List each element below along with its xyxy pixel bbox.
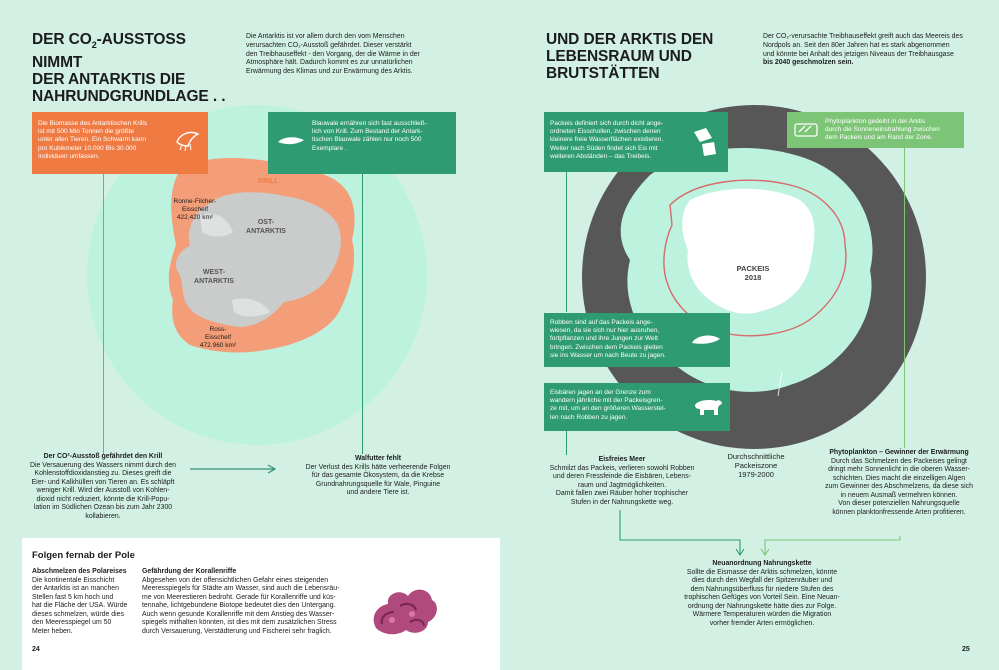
phyto-connector [904, 148, 905, 448]
ross-label: Ross- Eisschelf 472.960 km² [199, 326, 237, 349]
ronne-label: Ronne-Filcher- Eisschelf 422.420 km² [173, 198, 217, 221]
left-intro: Die Antarktis ist vor allem durch den vom Menschen verursachten CO₂-Ausstoß gefährdet. Dieser verstärkt den Treibhauseffekt - den Vorgang, der die Wärme in der Atmosphäre hält. Dadurch kommt es zur unnatürlichen Erwärmung des Klimas und zur Erwärmung des Arktis. [246, 33, 420, 76]
page-number-left: 24 [32, 646, 40, 653]
packeis-connector [566, 172, 567, 312]
packeis-map-label: PACKEIS 2018 [736, 264, 770, 282]
polar-bear-icon [692, 395, 724, 417]
robben-box: Robben sind auf das Packeis ange- wiesen, da sie sich nur hier ausruhen, fortpflanzen und ihre Jungen zur Welt bringen. Zwischen dem Packeis gleiten sie ins Wasser um nach Beute zu jagen. [544, 313, 730, 367]
phyto-gain-text: Phytoplankton – Gewinner der Erwärmung Durch das Schmelzen des Packeises gelingt dringt mehr Sonnenlicht in die oberen Wasser- schichten. Dies macht die einzelligen Algen zum Gewinner des Abschmelzens, da diese sich in neuem Ausmaß vermehren können. Von dieser potenziellen Nahrungsquelle können planktonfressende Arten profitieren. [825, 449, 973, 516]
packeiszone-label: Durchschnittliche Packeiszone 1979-2000 [727, 452, 785, 479]
coral-icon [366, 578, 442, 640]
ost-antarktis-label: OST- ANTARKTIS [246, 219, 286, 235]
arrow-icon [190, 464, 280, 474]
phyto-box: Phytoplankton gedeiht in der Arktis durch die Sonneneinstrahlung zwischen dem Packeis und am Rand der Zone. [787, 112, 964, 148]
polar-ice-text: Abschmelzen des Polareises Die kontinentale Eisschicht der Antarktis ist an manchen Stellen fast 5 km hoch und hat die Fläche der USA. Würde dieses schmelzen, würde dies den Meeresspiegel um 50 Meter heben. [32, 568, 128, 635]
phytoplankton-icon [793, 120, 819, 140]
krill-connector [103, 174, 104, 454]
bottom-panel [22, 538, 500, 670]
krill-icon [174, 126, 202, 152]
ice-floe-icon [690, 124, 720, 158]
krill-box: Die Biomasse des Antarktischen Krills ist mit 500 Mio Tonnen die größte unter allen Tieren. Ein Schwarm kann pro Kubikmeter 10.000 Bis 30.000 Individuen umfassen. [32, 112, 208, 174]
whale-food-text: Walfutter fehlt Der Verlust des Krills hätte verheerende Folgen für das gesamte Ökosystem, da die Krebse Grundnahrungsquelle für Wale, Pinguine und andere Tiere ist. [305, 455, 451, 496]
coral-text: Gefährdung der Korallenriffe Abgesehen von der offensichtlichen Gefahr eines steigenden Meeresspiegels für Städte am Wasser, sind auch die Lebensräu- me von Meerestieren bedroht. Gerade für Korallenriffe und küs- tennahe, lichtgebundene Biotope bedeutet dies den Untergang. Auch wenn gesunde Korallenriffe mit dem Anstieg des Wasser- spiegels mithalten könnten, ist dies mit dem zusätzlichen Stress durch Versauerung, Verstädterung und Fischerei sehr fraglich. [142, 568, 340, 635]
krill-map-label: KRILL [258, 178, 279, 185]
bottom-heading: Folgen fernab der Pole [32, 550, 135, 561]
page-number-right: 25 [962, 646, 970, 653]
krill-danger-text: Der CO²-Ausstoß gefährdet den Krill Die Versauerung des Wassers nimmt durch den Kohlenstoffdioxidanstieg zu. Dieses greift die Eier- und Kalkhüllen von Tieren an. Es schläpft weniger Krill. Wird der Ausstoß von Kohlen- dioxid nicht reduziert, könnte die Krill-Popu- lation im Südlichen Ozean bis zum Jahr 2300 kollabieren. [29, 453, 177, 520]
whale-box: Blauwale ernähren sich fast ausschließ- lich von Krill. Zum Bestand der Antark- tischen Blauwale zählen nur noch 500 Exemplare . [268, 112, 456, 174]
right-intro: Der CO₂-verursachte Treibhauseffekt greift auch das Meereis des Nordpols an. Seit den 80er Jahren hat es stark abgenommen und könnte bei Anhalt des jetzigen Niveaus der Treibhausgase bis 2040 geschmolzen sein. [763, 33, 963, 67]
packeis-box: Packeis definiert sich durch dicht ange- ordneten Eisschollen, zwischen denen kleinere freie Wasserflächen existieren. Weiter nach Süden findet sich Eis mit weiteren Abständen – das Treibeis. [544, 112, 728, 172]
eisbaeren-box: Eisbären jagen an der Grenze zum wandern jährliche mit der Packeisgren- ze mit, um an den größeren Wasserstel- len nach Robben zu jagen. [544, 383, 730, 431]
eisfrei-text: Eisfreies Meer Schmilzt das Packeis, verlieren sowohl Robben und deren Fressfeinde die Eisbären, Lebens- raum und Jagtmöglichkeiten. Damit fallen zwei Räuber hoher trophischer Stufen in der Nahrungskette weg. [549, 456, 695, 506]
blue-whale-icon [276, 132, 306, 150]
flow-lines [600, 510, 910, 560]
eisbaeren-connector [566, 431, 567, 455]
west-antarktis-label: WEST- ANTARKTIS [194, 269, 234, 285]
left-title: DER $CO_2$-AUSSTOSS NIMMT DER ANTARKTIS DIE NAHRUNDGRUNDLAGE . . [32, 31, 226, 106]
right-title: UND DER ARKTIS DEN LEBENSRAUM UND BRUTSTÄTTEN [546, 31, 714, 82]
nahrungskette-text: Neuanordnung Nahrungskette Sollte die Eismasse der Arktis schmelzen, könnte dies durch den Wegfall der Spitzenräuber und dem Nahrungsüberfluss für niedere Stufen des trophischen Gefüges von Vorteil Sein. Eine Neuan- ordnung der Nahrungskette hätte dies zur Folge. Wärmere Temperaturen würden die Migration vorher fremder Arten ermöglichen. [684, 560, 840, 627]
seal-icon [690, 331, 722, 347]
whale-connector [362, 174, 363, 454]
